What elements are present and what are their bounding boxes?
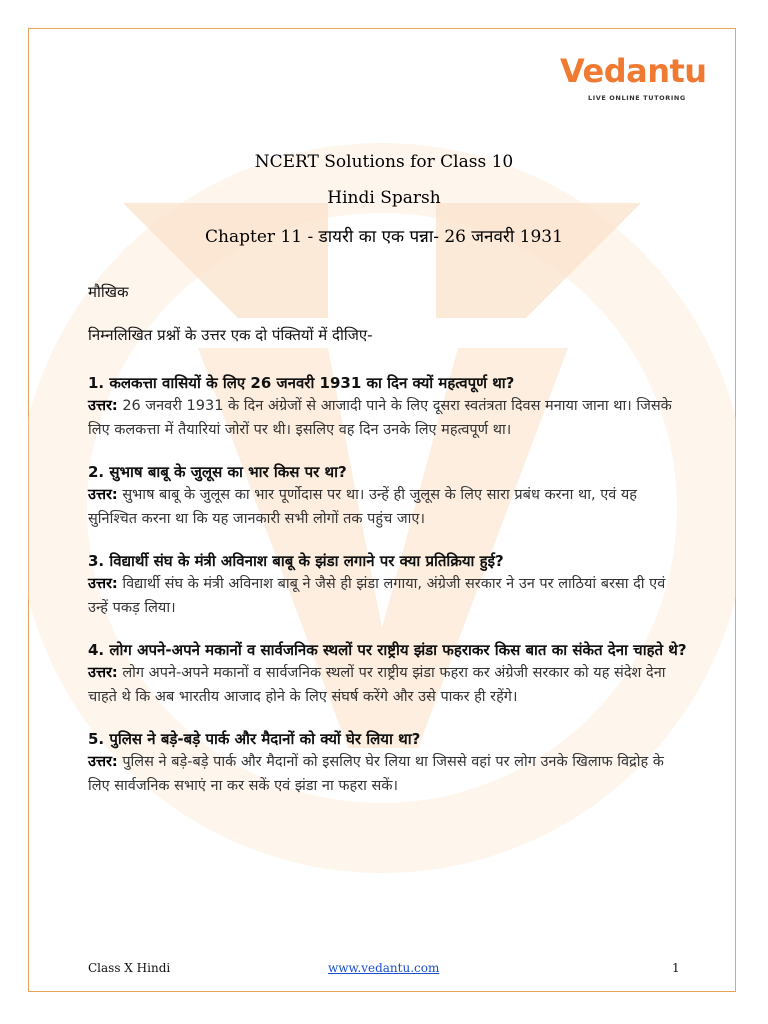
qa-item <box>88 728 688 798</box>
qa-item <box>88 639 688 709</box>
footer-left: Class X Hindi <box>88 961 171 975</box>
question-text: 2. सुभाष बाबू के जुलूस का भार किस पर था? <box>88 463 347 481</box>
answer-text <box>88 483 688 531</box>
answer-text <box>88 394 688 442</box>
answer-text <box>88 661 688 709</box>
footer-website-link[interactable]: www.vedantu.com <box>328 961 440 975</box>
answer-label: उत्तर: <box>88 576 118 592</box>
answer-label: उत्तर: <box>88 398 118 414</box>
page-number: 1 <box>672 961 680 975</box>
answer-body: लोग अपने-अपने मकानों व सार्वजनिक स्थलों पर राष्ट्रीय झंडा फहरा कर अंग्रेजी सरकार को यह संदेश देना चाहते थे कि अब भारतीय आजाद होने के लिए संघर्ष करेंगे और उसे पाकर ही रहेंगे। <box>88 665 666 705</box>
answer-label: उत्तर: <box>88 665 118 681</box>
question-text: 5. पुलिस ने बड़े-बड़े पार्क और मैदानों को क्यों घेर लिया था? <box>88 730 421 748</box>
qa-item <box>88 461 688 531</box>
vedantu-logo[interactable] <box>560 52 707 102</box>
answer-text <box>88 750 688 798</box>
qa-item <box>88 372 688 442</box>
logo-wordmark: Vedantu <box>560 52 707 90</box>
question-text: 3. विद्यार्थी संघ के मंत्री अविनाश बाबू के झंडा लगाने पर क्या प्रतिक्रिया हुई? <box>88 552 504 570</box>
question-text: 1. कलकत्ता वासियों के लिए 26 जनवरी 1931 का दिन क्यों महत्वपूर्ण था? <box>88 374 515 392</box>
doc-title: NCERT Solutions for Class 10 <box>254 152 514 172</box>
qa-item <box>88 550 688 620</box>
section-title: मौखिक <box>88 283 129 301</box>
answer-text <box>88 572 688 620</box>
answer-body: सुभाष बाबू के जुलूस का भार पूर्णोदास पर था। उन्हें ही जुलूस के लिए सारा प्रबंध करना था, एवं यह सुनिश्चित करना था कि यह जानकारी सभी लोगों तक पहुंच जाए। <box>88 487 637 527</box>
answer-body: पुलिस ने बड़े-बड़े पार्क और मैदानों को इसलिए घेर लिया था जिससे वहां पर लोग उनके खिलाफ विद्रोह के लिए सार्वजनिक सभाएं ना कर सकें एवं झंडा ना फहरा सकें। <box>88 754 664 794</box>
answer-label: उत्तर: <box>88 754 118 770</box>
document-body <box>88 282 688 817</box>
logo-tagline: LIVE ONLINE TUTORING <box>588 94 686 102</box>
instruction-text: निम्नलिखित प्रश्नों के उत्तर एक दो पंक्तियों में दीजिए- <box>88 326 373 344</box>
answer-label: उत्तर: <box>88 487 118 503</box>
question-text: 4. लोग अपने-अपने मकानों व सार्वजनिक स्थलों पर राष्ट्रीय झंडा फहराकर किस बात का संकेत देना चाहते थे? <box>88 641 687 659</box>
answer-body: विद्यार्थी संघ के मंत्री अविनाश बाबू ने जैसे ही झंडा लगाया, अंग्रेजी सरकार ने उन पर लाठियां बरसा दी एवं उन्हें पकड़ लिया। <box>88 576 666 616</box>
answer-body: 26 जनवरी 1931 के दिन अंग्रेजों से आजादी पाने के लिए दूसरा स्वतंत्रता दिवस मनाया जाना था। जिसके लिए कलकत्ता में तैयारियां जोरों पर थी। इसलिए वह दिन उनके लिए महत्वपूर्ण था। <box>88 398 672 438</box>
doc-subject: Hindi Sparsh <box>327 188 441 208</box>
doc-chapter: Chapter 11 - डायरी का एक पन्ना- 26 जनवरी 1931 <box>205 227 563 247</box>
